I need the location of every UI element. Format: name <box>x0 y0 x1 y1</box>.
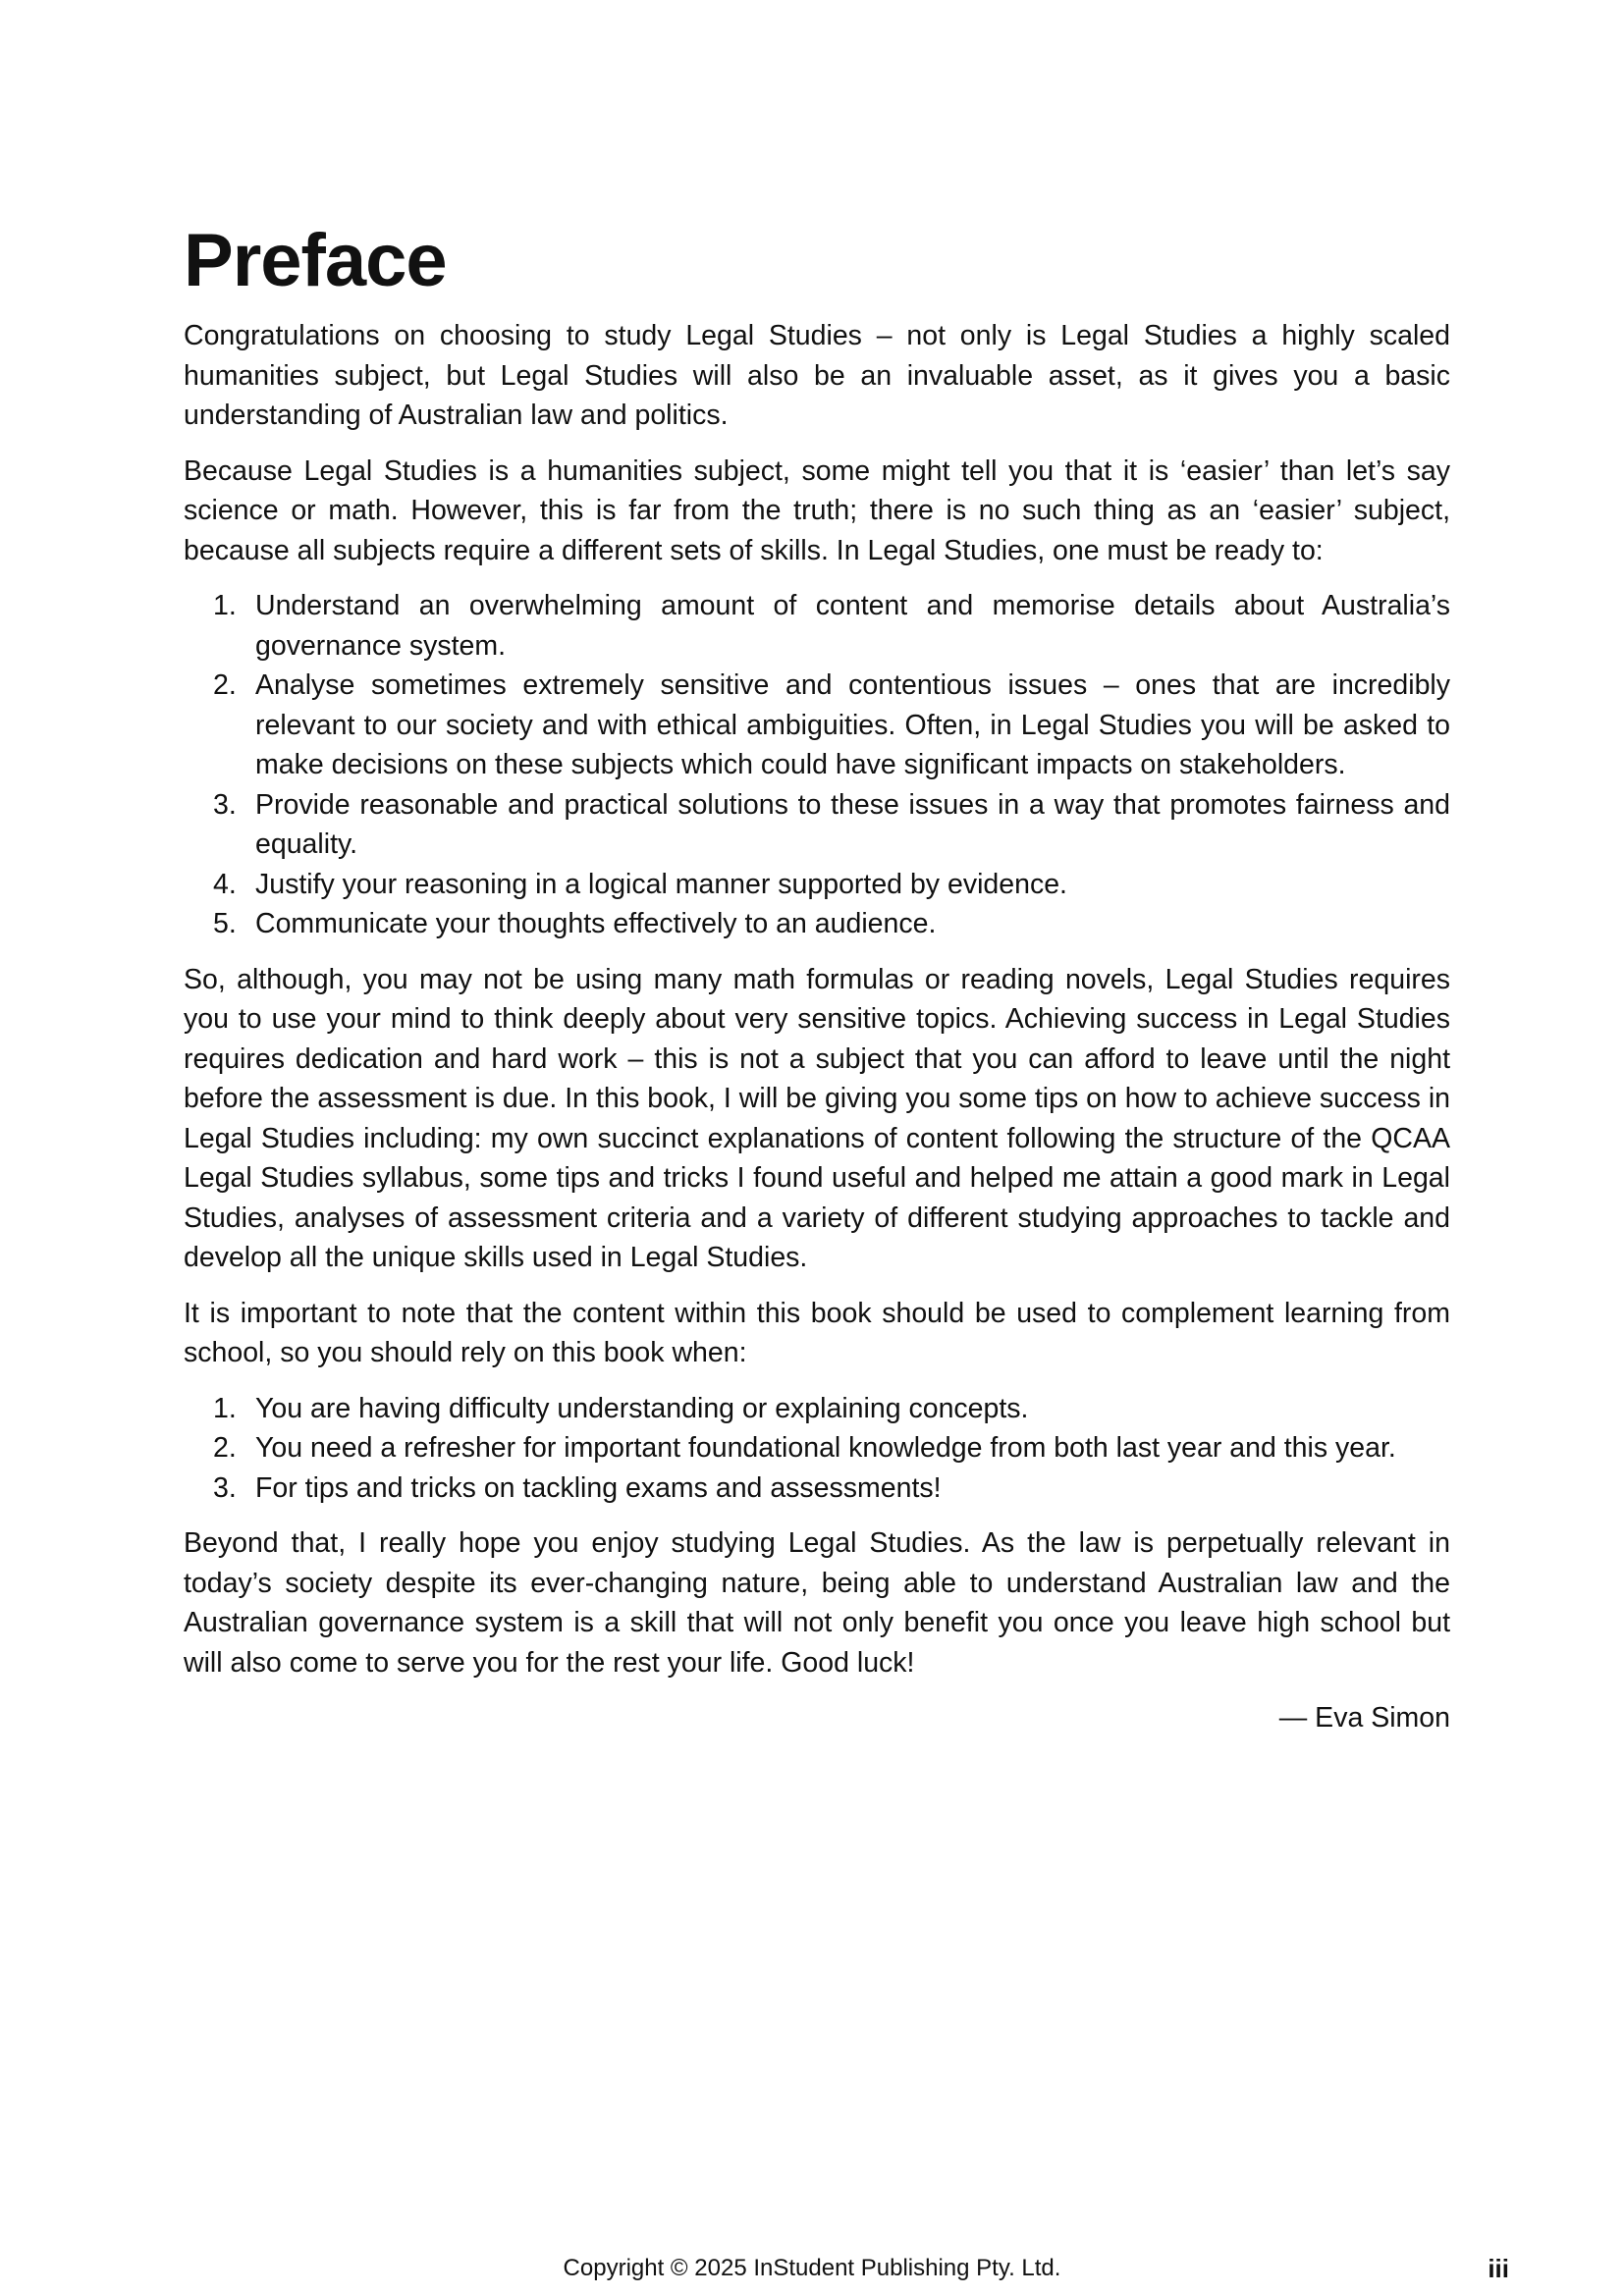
list-item <box>184 1428 1450 1468</box>
list-item-number: 3. <box>213 788 237 821</box>
page-title: Preface <box>184 219 447 302</box>
skills-intro-paragraph: Because Legal Studies is a humanities subject, some might tell you that it is ‘easier’ than let’s say science or math. However, this is far from the truth; there is no such thing as an ‘easier’ subject, because all subjects require a different sets of skills. In Legal Studies, one must be ready to: <box>184 454 1450 566</box>
closing-paragraph: Beyond that, I really hope you enjoy studying Legal Studies. As the law is perpetually relevant in today’s society despite its ever-changing nature, being able to understand Australian law and the Australian governance system is a skill that will not only benefit you once you leave high school but will also come to serve you for the rest your life. Good luck! <box>184 1527 1450 1679</box>
list-item <box>184 666 1450 785</box>
list-item-number: 3. <box>213 1471 237 1504</box>
page-number: iii <box>1488 2254 1509 2283</box>
list-item <box>184 865 1450 905</box>
list-item-text: Provide reasonable and practical solutions to these issues in a way that promotes fairness and equality. <box>255 788 1450 860</box>
list-item-text: You are having difficulty understanding or explaining concepts. <box>255 1392 1029 1424</box>
copyright-notice: Copyright © 2025 InStudent Publishing Pty. Ltd. <box>563 2255 1061 2281</box>
intro-paragraph: Congratulations on choosing to study Legal Studies – not only is Legal Studies a highly scaled humanities subject, but Legal Studies will also be an invaluable asset, as it gives you a basic understanding of Australian law and politics. <box>184 320 1450 431</box>
list-item-text: For tips and tricks on tackling exams and assessments! <box>255 1471 942 1504</box>
list-item-text: Communicate your thoughts effectively to an audience. <box>255 908 937 939</box>
list-item-number: 2. <box>213 1432 237 1464</box>
list-item-text: Analyse sometimes extremely sensitive and contentious issues – ones that are incredibly relevant to our society and with ethical ambiguities. Often, in Legal Studies you will be asked to make decisions on these subjects which could have significant impacts on stakeholders. <box>255 669 1450 780</box>
list-item <box>184 904 1450 944</box>
list-item <box>184 1468 1450 1509</box>
usage-list <box>184 1389 1450 1509</box>
page-content <box>184 216 1450 1738</box>
list-item-number: 4. <box>213 868 237 900</box>
list-item <box>184 785 1450 865</box>
success-paragraph: So, although, you may not be using many math formulas or reading novels, Legal Studies requires you to use your mind to think deeply about very sensitive topics. Achieving success in Legal Studies requires dedication and hard work – this is not a subject that you can afford to leave until the night before the assessment is due. In this book, I will be giving you some tips on how to achieve success in Legal Studies including: my own succinct explanations of content following the structure of the QCAA Legal Studies syllabus, some tips and tricks I found useful and helped me attain a good mark in Legal Studies, analyses of assessment criteria and a variety of different studying approaches to tackle and develop all the unique skills used in Legal Studies. <box>184 963 1450 1273</box>
list-item <box>184 586 1450 666</box>
list-item <box>184 1389 1450 1429</box>
list-item-number: 1. <box>213 1392 237 1424</box>
list-item-text: Understand an overwhelming amount of content and memorise details about Australia’s governance system. <box>255 590 1450 662</box>
list-item-number: 5. <box>213 908 237 939</box>
author-signature: — Eva Simon <box>1278 1702 1450 1734</box>
list-item-text: Justify your reasoning in a logical manner supported by evidence. <box>255 868 1067 900</box>
list-item-number: 2. <box>213 669 237 701</box>
list-item-text: You need a refresher for important foundational knowledge from both last year and this year. <box>255 1432 1396 1464</box>
usage-intro-paragraph: It is important to note that the content within this book should be used to complement learning from school, so you should rely on this book when: <box>184 1297 1450 1368</box>
list-item-number: 1. <box>213 590 237 621</box>
skills-list <box>184 586 1450 944</box>
